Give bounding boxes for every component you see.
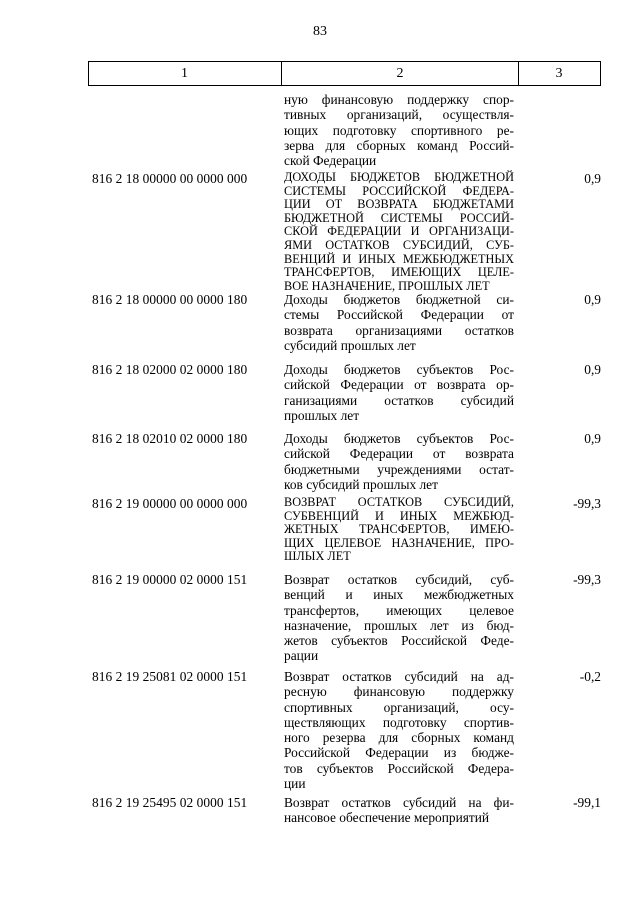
description-line: ЯМИ ОСТАТКОВ СУБСИДИЙ, СУБ- <box>284 237 514 252</box>
description-line: Возврат остатков субсидий на фи- <box>284 795 514 810</box>
budget-code: 816 2 19 00000 02 0000 151 <box>92 572 248 587</box>
budget-code: 816 2 18 02010 02 0000 180 <box>92 431 248 446</box>
description-line: сийской Федерации от возврата <box>284 446 514 462</box>
row-description <box>284 92 514 168</box>
description-line: ВОЕ НАЗНАЧЕНИЕ, ПРОШЛЫХ ЛЕТ <box>284 278 490 293</box>
description-line: зерва для сборных команд Россий- <box>284 137 514 153</box>
row-description <box>284 496 514 564</box>
row-description <box>284 362 514 423</box>
description-line: Доходы бюджетов субъектов Рос- <box>284 362 514 377</box>
row-description <box>284 572 514 664</box>
description-line: ТРАНСФЕРТОВ, ИМЕЮЩИХ ЦЕЛЕ- <box>284 265 514 280</box>
description-line: Доходы бюджетов бюджетной си- <box>284 292 514 307</box>
description-line: субсидий прошлых лет <box>284 337 416 353</box>
description-line: ДОХОДЫ БЮДЖЕТОВ БЮДЖЕТНОЙ <box>284 170 514 184</box>
description-line: бюджетными учреждениями остат- <box>284 461 514 477</box>
description-line: ВОЗВРАТ ОСТАТКОВ СУБСИДИЙ, <box>284 495 514 509</box>
description-line: ской Федерации <box>284 153 377 169</box>
row-description <box>284 669 514 791</box>
description-line: тов субъектов Российской Федера- <box>284 760 514 776</box>
budget-code: 816 2 19 25495 02 0000 151 <box>92 795 248 810</box>
budget-code: 816 2 19 25081 02 0000 151 <box>92 669 248 684</box>
description-line: ков субсидий прошлых лет <box>284 476 438 492</box>
description-line: СКОЙ ФЕДЕРАЦИИ И ОРГАНИЗАЦИ- <box>284 224 514 239</box>
column-header-3: 3 <box>555 66 563 81</box>
description-line: ществляющих подготовку спортив- <box>284 714 514 730</box>
budget-code: 816 2 19 00000 00 0000 000 <box>92 496 248 511</box>
description-line: спортивных организаций, осу- <box>284 699 514 715</box>
description-line: возврата организациями остатков <box>284 322 514 338</box>
row-description <box>284 292 514 353</box>
description-line: венций и иных межбюджетных <box>284 587 514 603</box>
description-line: ганизациями остатков субсидий <box>284 392 514 408</box>
budget-code: 816 2 18 00000 00 0000 000 <box>92 171 248 186</box>
row-description <box>284 431 514 492</box>
description-line: ресную финансовую поддержку <box>284 684 514 700</box>
description-line: ного резерва для сборных команд <box>284 730 514 746</box>
description-line: трансфертов, имеющих целевое <box>284 602 514 618</box>
description-line: сийской Федерации от возврата ор- <box>284 377 514 393</box>
description-line: тивных организаций, осуществля- <box>284 107 514 123</box>
description-line: СИСТЕМЫ РОССИЙСКОЙ ФЕДЕРА- <box>284 183 514 198</box>
page-number: 83 <box>313 24 327 39</box>
description-line: ЩИХ ЦЕЛЕВОЕ НАЗНАЧЕНИЕ, ПРО- <box>284 535 514 550</box>
amount-value: -99,1 <box>573 795 601 810</box>
description-line: ЦИИ ОТ ВОЗВРАТА БЮДЖЕТАМИ <box>284 197 514 212</box>
amount-value: 0,9 <box>584 362 601 377</box>
description-line: рации <box>284 648 319 664</box>
amount-value: 0,9 <box>584 292 601 307</box>
description-line: ВЕНЦИЙ И ИНЫХ МЕЖБЮДЖЕТНЫХ <box>284 251 514 266</box>
description-line: Российской Федерации из бюдже- <box>284 745 514 761</box>
row-description <box>284 171 514 293</box>
amount-value: 0,9 <box>584 431 601 446</box>
description-line: Доходы бюджетов субъектов Рос- <box>284 431 514 446</box>
row-description <box>284 795 514 826</box>
amount-value: -0,2 <box>579 669 601 684</box>
budget-code: 816 2 18 00000 00 0000 180 <box>92 292 248 307</box>
description-line: ШЛЫХ ЛЕТ <box>284 549 351 564</box>
column-header-2: 2 <box>281 62 519 85</box>
description-line: Возврат остатков субсидий, суб- <box>284 572 514 587</box>
description-line: ную финансовую поддержку спор- <box>284 92 514 107</box>
description-line: БЮДЖЕТНОЙ СИСТЕМЫ РОССИЙ- <box>284 210 514 225</box>
budget-code: 816 2 18 02000 02 0000 180 <box>92 362 248 377</box>
description-line: жетов субъектов Российской Феде- <box>284 633 514 649</box>
description-line: прошлых лет <box>284 407 360 423</box>
description-line: ющих подготовку спортивного ре- <box>284 122 514 138</box>
description-line: нансовое обеспечение мероприятий <box>284 810 490 826</box>
table-header <box>88 61 601 86</box>
description-line: назначение, прошлых лет из бюд- <box>284 617 514 633</box>
amount-value: -99,3 <box>573 496 601 511</box>
amount-value: 0,9 <box>584 171 601 186</box>
description-line: ции <box>284 776 306 792</box>
amount-value: -99,3 <box>573 572 601 587</box>
description-line: Возврат остатков субсидий на ад- <box>284 669 514 684</box>
description-line: СУБВЕНЦИЙ И ИНЫХ МЕЖБЮД- <box>284 508 514 523</box>
description-line: ЖЕТНЫХ ТРАНСФЕРТОВ, ИМЕЮ- <box>284 522 514 537</box>
column-header-1: 1 <box>181 66 188 81</box>
description-line: стемы Российской Федерации от <box>284 307 514 323</box>
